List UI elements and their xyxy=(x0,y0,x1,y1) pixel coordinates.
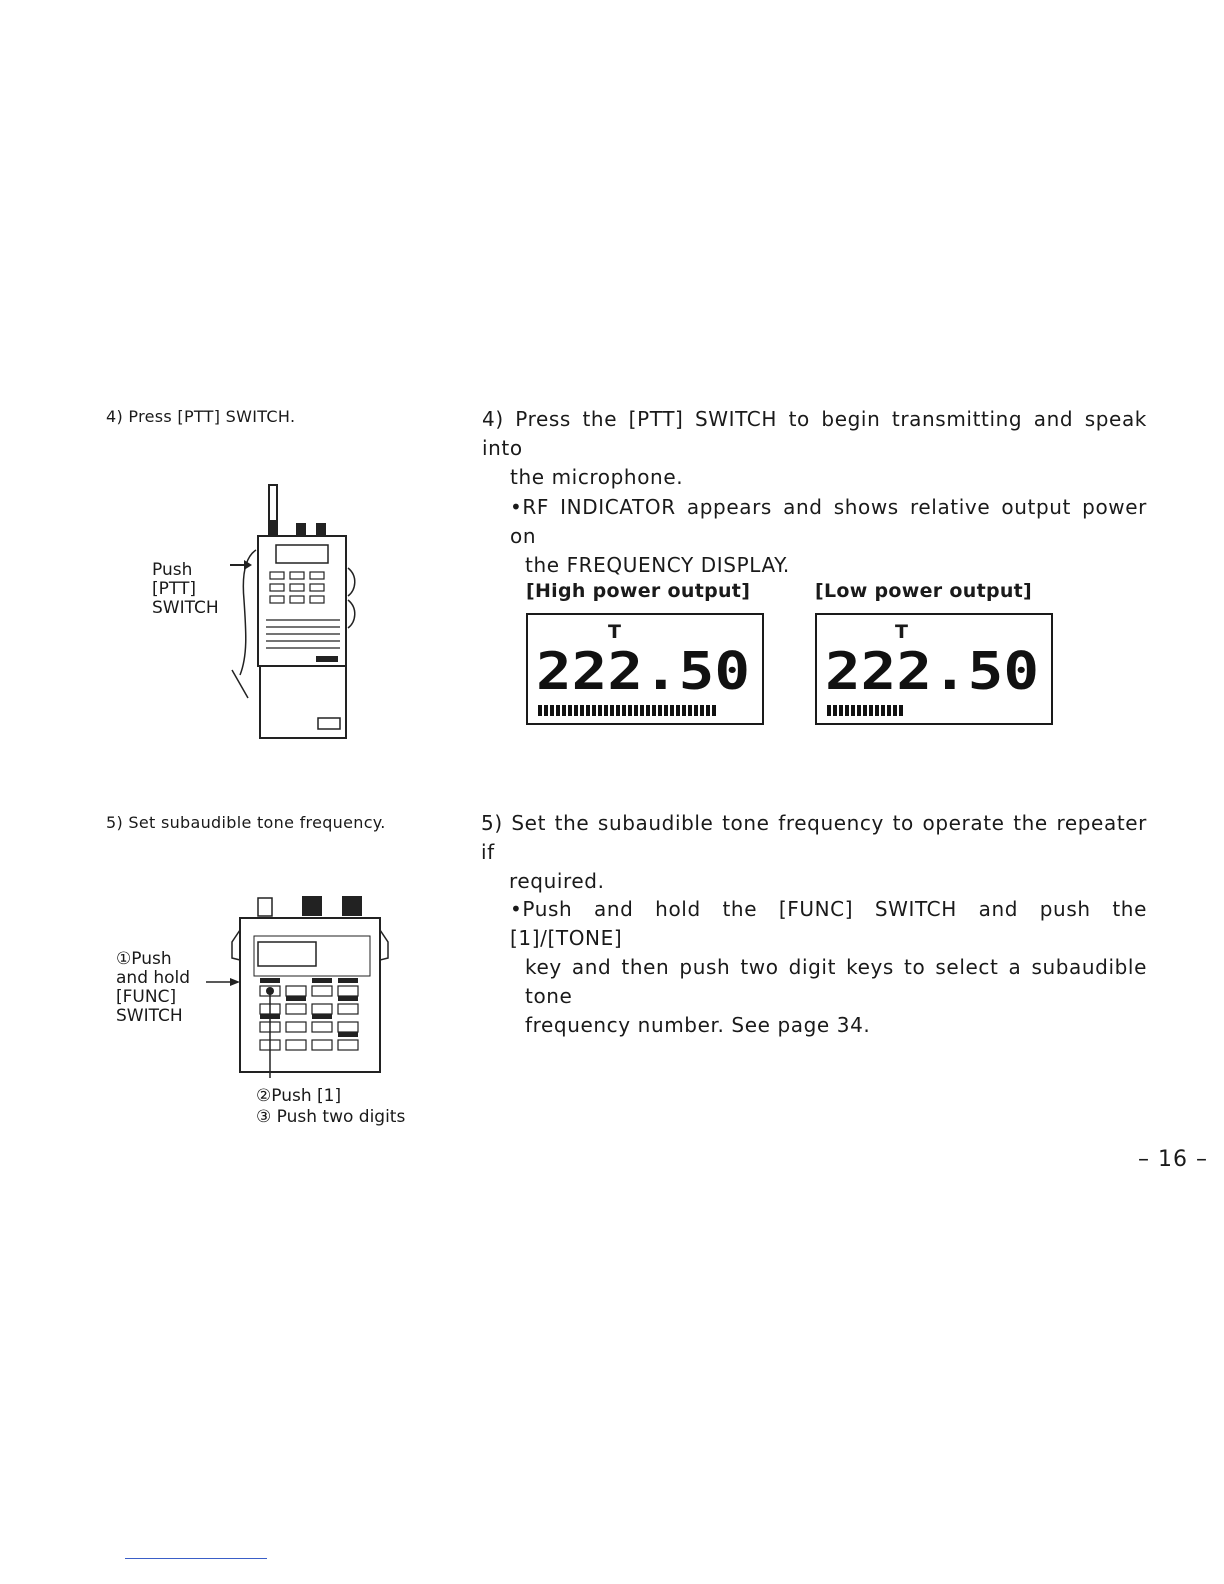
high-power-title: [High power output] xyxy=(526,580,751,602)
push-digits-label: ②Push [1] ③ Push two digits xyxy=(256,1086,406,1127)
step5-text: 5) Set the subaudible tone frequency to operate the repeater if required. xyxy=(481,811,1147,893)
divider xyxy=(125,1558,267,1559)
rf-meter-segment xyxy=(881,705,885,716)
rf-meter-segment xyxy=(598,705,602,716)
rf-meter-segment xyxy=(604,705,608,716)
rf-meter-segment xyxy=(640,705,644,716)
rf-meter-segment xyxy=(670,705,674,716)
rf-meter-segment xyxy=(568,705,572,716)
rf-meter-segment xyxy=(863,705,867,716)
push-hold-func-label: ①Push and hold [FUNC] SWITCH xyxy=(116,949,191,1026)
rf-meter-segment xyxy=(592,705,596,716)
rf-meter-segment xyxy=(688,705,692,716)
frequency-readout xyxy=(825,641,1045,695)
low-power-display xyxy=(815,613,1053,725)
rf-meter-segment xyxy=(706,705,710,716)
rf-meter-segment xyxy=(827,705,831,716)
rf-meter-segment xyxy=(610,705,614,716)
rf-meter-segment xyxy=(544,705,548,716)
svg-text:222.50: 222.50 xyxy=(536,642,750,695)
rf-meter-segment xyxy=(538,705,542,716)
rf-meter-segment xyxy=(574,705,578,716)
rf-meter-segment xyxy=(851,705,855,716)
step5-caption: 5) Set subaudible tone frequency. xyxy=(106,813,386,832)
rf-meter-segment xyxy=(700,705,704,716)
high-power-display xyxy=(526,613,764,725)
rf-meter-segment xyxy=(652,705,656,716)
rf-indicator-bullet: •RF INDICATOR appears and shows relative output power on the FREQUENCY DISPLAY. xyxy=(510,495,1147,577)
rf-meter xyxy=(538,705,716,716)
rf-meter-segment xyxy=(694,705,698,716)
rf-meter-segment xyxy=(887,705,891,716)
step4-caption: 4) Press [PTT] SWITCH. xyxy=(106,407,296,426)
func-tone-bullet: •Push and hold the [FUNC] SWITCH and push the [1]/[TONE] key and then push two digit keys to select a subaudible tone frequency number. See page 34. xyxy=(510,897,1147,1037)
rf-meter-segment xyxy=(628,705,632,716)
rf-meter-segment xyxy=(580,705,584,716)
rf-meter-segment xyxy=(646,705,650,716)
ptt-figure xyxy=(148,480,368,750)
rf-meter-segment xyxy=(833,705,837,716)
page-number: – 16 – xyxy=(1138,1147,1208,1172)
frequency-readout xyxy=(536,641,756,695)
rf-meter-segment xyxy=(899,705,903,716)
rf-meter-segment xyxy=(839,705,843,716)
tx-indicator: T xyxy=(608,621,621,643)
rf-meter-segment xyxy=(857,705,861,716)
rf-meter-segment xyxy=(658,705,662,716)
func-figure xyxy=(110,890,420,1130)
rf-meter-segment xyxy=(682,705,686,716)
svg-text:222.50: 222.50 xyxy=(825,642,1039,695)
rf-meter-segment xyxy=(664,705,668,716)
rf-meter-segment xyxy=(893,705,897,716)
push-ptt-label: Push [PTT] SWITCH xyxy=(152,560,219,618)
rf-meter-segment xyxy=(586,705,590,716)
tx-indicator: T xyxy=(895,621,908,643)
rf-meter-segment xyxy=(616,705,620,716)
rf-meter-segment xyxy=(875,705,879,716)
rf-meter-segment xyxy=(676,705,680,716)
rf-meter-segment xyxy=(634,705,638,716)
rf-meter-segment xyxy=(550,705,554,716)
rf-meter-segment xyxy=(622,705,626,716)
low-power-title: [Low power output] xyxy=(815,580,1033,602)
step4-text: 4) Press the [PTT] SWITCH to begin transmitting and speak into the microphone. xyxy=(482,407,1147,489)
rf-meter xyxy=(827,705,903,716)
rf-meter-segment xyxy=(712,705,716,716)
rf-meter-segment xyxy=(845,705,849,716)
rf-meter-segment xyxy=(556,705,560,716)
rf-meter-segment xyxy=(869,705,873,716)
rf-meter-segment xyxy=(562,705,566,716)
